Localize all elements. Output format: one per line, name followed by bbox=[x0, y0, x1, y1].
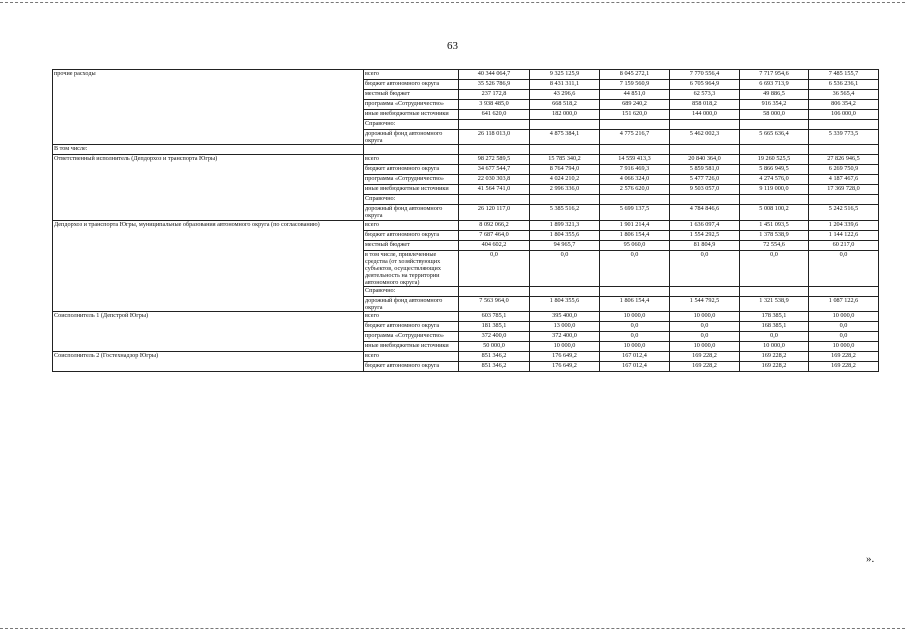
value-cell: 81 804,9 bbox=[670, 240, 740, 250]
value-cell: 851 346,2 bbox=[459, 352, 530, 362]
source-label-cell: всего bbox=[364, 155, 459, 165]
value-cell: 6 536 236,1 bbox=[809, 80, 879, 90]
value-cell: 237 172,8 bbox=[459, 90, 530, 100]
value-cell: 0,0 bbox=[670, 250, 740, 287]
value-cell: 106 000,0 bbox=[809, 110, 879, 120]
value-cell: 178 385,1 bbox=[740, 312, 809, 322]
value-cell: 20 840 364,0 bbox=[670, 155, 740, 165]
value-cell: 27 826 946,5 bbox=[809, 155, 879, 165]
value-cell: 34 677 544,7 bbox=[459, 165, 530, 175]
value-cell: 95 060,0 bbox=[600, 240, 670, 250]
value-cell: 6 705 964,9 bbox=[670, 80, 740, 90]
value-cell: 1 901 214,4 bbox=[600, 220, 670, 230]
value-cell: 4 274 576,0 bbox=[740, 175, 809, 185]
value-cell: 372 400,0 bbox=[530, 332, 600, 342]
value-cell: 43 296,6 bbox=[530, 90, 600, 100]
value-cell: 0,0 bbox=[809, 332, 879, 342]
value-cell: 0,0 bbox=[530, 250, 600, 287]
value-cell: 182 000,0 bbox=[530, 110, 600, 120]
value-cell: 8 092 066,2 bbox=[459, 220, 530, 230]
source-label-cell: бюджет автономного округа bbox=[364, 165, 459, 175]
value-cell bbox=[670, 120, 740, 130]
value-cell: 3 938 485,0 bbox=[459, 100, 530, 110]
table-row bbox=[53, 220, 879, 230]
value-cell: 6 693 713,9 bbox=[740, 80, 809, 90]
value-cell: 50 000,0 bbox=[459, 342, 530, 352]
budget-table bbox=[52, 69, 879, 372]
row-name-cell: прочие расходы bbox=[53, 70, 364, 145]
value-cell bbox=[530, 120, 600, 130]
value-cell: 0,0 bbox=[809, 322, 879, 332]
value-cell: 26 118 013,0 bbox=[459, 130, 530, 145]
value-cell: 169 228,2 bbox=[740, 362, 809, 372]
value-cell: 58 000,0 bbox=[740, 110, 809, 120]
value-cell: 4 875 384,1 bbox=[530, 130, 600, 145]
value-cell: 10 000,0 bbox=[670, 342, 740, 352]
value-cell bbox=[809, 120, 879, 130]
value-cell: 49 886,5 bbox=[740, 90, 809, 100]
value-cell: 5 477 726,0 bbox=[670, 175, 740, 185]
table-row bbox=[53, 352, 879, 362]
value-cell: 6 269 750,9 bbox=[809, 165, 879, 175]
page-top-edge bbox=[0, 2, 905, 3]
value-cell: 0,0 bbox=[740, 332, 809, 342]
value-cell: 603 785,1 bbox=[459, 312, 530, 322]
source-label-cell: программа «Сотрудничество» bbox=[364, 175, 459, 185]
table-row bbox=[53, 155, 879, 165]
value-cell: 0,0 bbox=[740, 250, 809, 287]
source-label-cell: Справочно: bbox=[364, 195, 459, 205]
source-label-cell: местный бюджет bbox=[364, 90, 459, 100]
value-cell: 1 544 792,5 bbox=[670, 297, 740, 312]
value-cell: 7 916 469,3 bbox=[600, 165, 670, 175]
value-cell: 1 899 321,3 bbox=[530, 220, 600, 230]
value-cell: 4 066 324,0 bbox=[600, 175, 670, 185]
value-cell: 8 045 272,1 bbox=[600, 70, 670, 80]
value-cell: 169 228,2 bbox=[809, 352, 879, 362]
value-cell: 0,0 bbox=[600, 332, 670, 342]
source-label-cell: всего bbox=[364, 352, 459, 362]
value-cell bbox=[459, 145, 530, 155]
value-cell: 858 018,2 bbox=[670, 100, 740, 110]
table-row bbox=[53, 312, 879, 322]
value-cell bbox=[670, 145, 740, 155]
value-cell: 851 346,2 bbox=[459, 362, 530, 372]
value-cell: 8 764 794,0 bbox=[530, 165, 600, 175]
source-label-cell: местный бюджет bbox=[364, 240, 459, 250]
value-cell: 169 228,2 bbox=[670, 362, 740, 372]
row-name-cell: Соисполнитель 2 (Гостехнадзор Югры) bbox=[53, 352, 364, 372]
value-cell: 181 385,1 bbox=[459, 322, 530, 332]
value-cell: 44 851,0 bbox=[600, 90, 670, 100]
value-cell bbox=[670, 287, 740, 297]
value-cell: 151 620,0 bbox=[600, 110, 670, 120]
value-cell: 1 804 355,6 bbox=[530, 230, 600, 240]
value-cell bbox=[530, 145, 600, 155]
source-label-cell: иные внебюджетные источники bbox=[364, 110, 459, 120]
value-cell: 169 228,2 bbox=[809, 362, 879, 372]
value-cell bbox=[740, 145, 809, 155]
source-label-cell: иные внебюджетные источники bbox=[364, 185, 459, 195]
value-cell: 5 866 949,5 bbox=[740, 165, 809, 175]
value-cell: 19 260 525,5 bbox=[740, 155, 809, 165]
value-cell: 9 325 125,9 bbox=[530, 70, 600, 80]
value-cell bbox=[600, 145, 670, 155]
source-label-cell: бюджет автономного округа bbox=[364, 322, 459, 332]
value-cell bbox=[459, 120, 530, 130]
value-cell: 806 354,2 bbox=[809, 100, 879, 110]
value-cell: 167 012,4 bbox=[600, 362, 670, 372]
value-cell: 916 354,2 bbox=[740, 100, 809, 110]
source-label-cell: Справочно: bbox=[364, 120, 459, 130]
value-cell: 689 240,2 bbox=[600, 100, 670, 110]
row-name-cell: Депдорхоз и транспорта Югры, муниципальные образования автономного округа (по согласованию) bbox=[53, 220, 364, 312]
value-cell: 10 000,0 bbox=[600, 312, 670, 322]
value-cell: 41 564 741,0 bbox=[459, 185, 530, 195]
value-cell: 167 012,4 bbox=[600, 352, 670, 362]
value-cell bbox=[670, 195, 740, 205]
value-cell: 9 503 057,0 bbox=[670, 185, 740, 195]
value-cell: 1 321 538,9 bbox=[740, 297, 809, 312]
source-label-cell: программа «Сотрудничество» bbox=[364, 332, 459, 342]
value-cell: 36 565,4 bbox=[809, 90, 879, 100]
value-cell: 2 576 620,0 bbox=[600, 185, 670, 195]
value-cell: 10 000,0 bbox=[530, 342, 600, 352]
value-cell: 98 272 589,5 bbox=[459, 155, 530, 165]
value-cell: 60 217,0 bbox=[809, 240, 879, 250]
source-label-cell: всего bbox=[364, 70, 459, 80]
value-cell: 5 462 002,3 bbox=[670, 130, 740, 145]
source-label-cell: в том числе, привлеченные средства (от хозяйствующих субъектов, осуществляющих деятельность на территории автономного округа) bbox=[364, 250, 459, 287]
value-cell: 94 965,7 bbox=[530, 240, 600, 250]
value-cell: 5 008 100,2 bbox=[740, 205, 809, 220]
value-cell: 15 785 340,2 bbox=[530, 155, 600, 165]
value-cell: 1 204 339,6 bbox=[809, 220, 879, 230]
value-cell: 372 400,0 bbox=[459, 332, 530, 342]
value-cell: 0,0 bbox=[809, 250, 879, 287]
value-cell bbox=[530, 287, 600, 297]
value-cell: 1 636 097,4 bbox=[670, 220, 740, 230]
value-cell: 10 000,0 bbox=[740, 342, 809, 352]
value-cell: 1 806 154,4 bbox=[600, 297, 670, 312]
end-mark: ». bbox=[866, 553, 875, 565]
value-cell: 7 770 556,4 bbox=[670, 70, 740, 80]
source-label-cell: бюджет автономного округа bbox=[364, 362, 459, 372]
value-cell: 8 431 311,1 bbox=[530, 80, 600, 90]
value-cell: 17 369 728,0 bbox=[809, 185, 879, 195]
value-cell: 13 000,0 bbox=[530, 322, 600, 332]
source-label-cell: программа «Сотрудничество» bbox=[364, 100, 459, 110]
value-cell bbox=[459, 195, 530, 205]
source-label-cell: дорожный фонд автономного округа bbox=[364, 297, 459, 312]
value-cell: 404 602,2 bbox=[459, 240, 530, 250]
value-cell: 5 699 137,5 bbox=[600, 205, 670, 220]
source-label-cell: бюджет автономного округа bbox=[364, 80, 459, 90]
value-cell: 1 554 292,5 bbox=[670, 230, 740, 240]
value-cell: 7 687 464,0 bbox=[459, 230, 530, 240]
row-name-cell: Ответственный исполнитель (Депдорхоз и транспорта Югры) bbox=[53, 155, 364, 220]
value-cell: 5 665 636,4 bbox=[740, 130, 809, 145]
value-cell: 22 030 303,8 bbox=[459, 175, 530, 185]
value-cell: 144 000,0 bbox=[670, 110, 740, 120]
value-cell: 176 649,2 bbox=[530, 362, 600, 372]
value-cell: 40 344 064,7 bbox=[459, 70, 530, 80]
source-label-cell: дорожный фонд автономного округа bbox=[364, 205, 459, 220]
value-cell: 1 087 122,6 bbox=[809, 297, 879, 312]
value-cell: 4 187 467,6 bbox=[809, 175, 879, 185]
value-cell: 169 228,2 bbox=[670, 352, 740, 362]
value-cell bbox=[740, 195, 809, 205]
value-cell: 1 451 093,5 bbox=[740, 220, 809, 230]
value-cell: 35 526 786,9 bbox=[459, 80, 530, 90]
value-cell: 5 859 581,0 bbox=[670, 165, 740, 175]
value-cell bbox=[740, 287, 809, 297]
source-label-cell: дорожный фонд автономного округа bbox=[364, 130, 459, 145]
row-name-cell: Соисполнитель 1 (Депстрой Югры) bbox=[53, 312, 364, 352]
value-cell bbox=[809, 195, 879, 205]
source-label-cell: Справочно: bbox=[364, 287, 459, 297]
value-cell: 168 385,1 bbox=[740, 322, 809, 332]
row-name-cell: В том числе: bbox=[53, 145, 364, 155]
value-cell: 7 717 954,6 bbox=[740, 70, 809, 80]
source-label-cell bbox=[364, 145, 459, 155]
value-cell: 668 518,2 bbox=[530, 100, 600, 110]
value-cell bbox=[530, 195, 600, 205]
value-cell: 169 228,2 bbox=[740, 352, 809, 362]
source-label-cell: всего bbox=[364, 312, 459, 322]
value-cell: 0,0 bbox=[600, 250, 670, 287]
value-cell: 72 554,6 bbox=[740, 240, 809, 250]
value-cell: 1 806 154,4 bbox=[600, 230, 670, 240]
value-cell: 4 775 216,7 bbox=[600, 130, 670, 145]
value-cell: 5 339 773,5 bbox=[809, 130, 879, 145]
value-cell: 0,0 bbox=[670, 332, 740, 342]
value-cell: 26 120 117,0 bbox=[459, 205, 530, 220]
value-cell: 0,0 bbox=[459, 250, 530, 287]
value-cell: 4 784 846,6 bbox=[670, 205, 740, 220]
value-cell: 0,0 bbox=[670, 322, 740, 332]
value-cell: 1 804 355,6 bbox=[530, 297, 600, 312]
value-cell: 10 000,0 bbox=[809, 342, 879, 352]
source-label-cell: всего bbox=[364, 220, 459, 230]
value-cell: 5 385 516,2 bbox=[530, 205, 600, 220]
value-cell bbox=[459, 287, 530, 297]
value-cell: 7 563 964,0 bbox=[459, 297, 530, 312]
table-row bbox=[53, 70, 879, 80]
value-cell: 395 400,0 bbox=[530, 312, 600, 322]
value-cell: 62 573,3 bbox=[670, 90, 740, 100]
value-cell: 7 159 560,9 bbox=[600, 80, 670, 90]
value-cell bbox=[600, 195, 670, 205]
value-cell: 10 000,0 bbox=[809, 312, 879, 322]
value-cell: 641 620,0 bbox=[459, 110, 530, 120]
source-label-cell: бюджет автономного округа bbox=[364, 230, 459, 240]
value-cell bbox=[600, 287, 670, 297]
value-cell: 10 000,0 bbox=[600, 342, 670, 352]
value-cell: 2 996 336,0 bbox=[530, 185, 600, 195]
page-bottom-edge bbox=[0, 628, 905, 629]
value-cell: 7 485 155,7 bbox=[809, 70, 879, 80]
value-cell bbox=[809, 287, 879, 297]
value-cell: 1 144 122,6 bbox=[809, 230, 879, 240]
value-cell: 176 649,2 bbox=[530, 352, 600, 362]
value-cell: 1 378 538,9 bbox=[740, 230, 809, 240]
source-label-cell: иные внебюджетные источники bbox=[364, 342, 459, 352]
value-cell: 4 024 210,2 bbox=[530, 175, 600, 185]
value-cell: 14 559 413,3 bbox=[600, 155, 670, 165]
value-cell bbox=[740, 120, 809, 130]
value-cell: 9 119 000,0 bbox=[740, 185, 809, 195]
value-cell: 0,0 bbox=[600, 322, 670, 332]
value-cell: 5 242 516,5 bbox=[809, 205, 879, 220]
table-row bbox=[53, 145, 879, 155]
value-cell bbox=[600, 120, 670, 130]
page-number: 63 bbox=[447, 40, 458, 52]
value-cell: 10 000,0 bbox=[670, 312, 740, 322]
value-cell bbox=[809, 145, 879, 155]
